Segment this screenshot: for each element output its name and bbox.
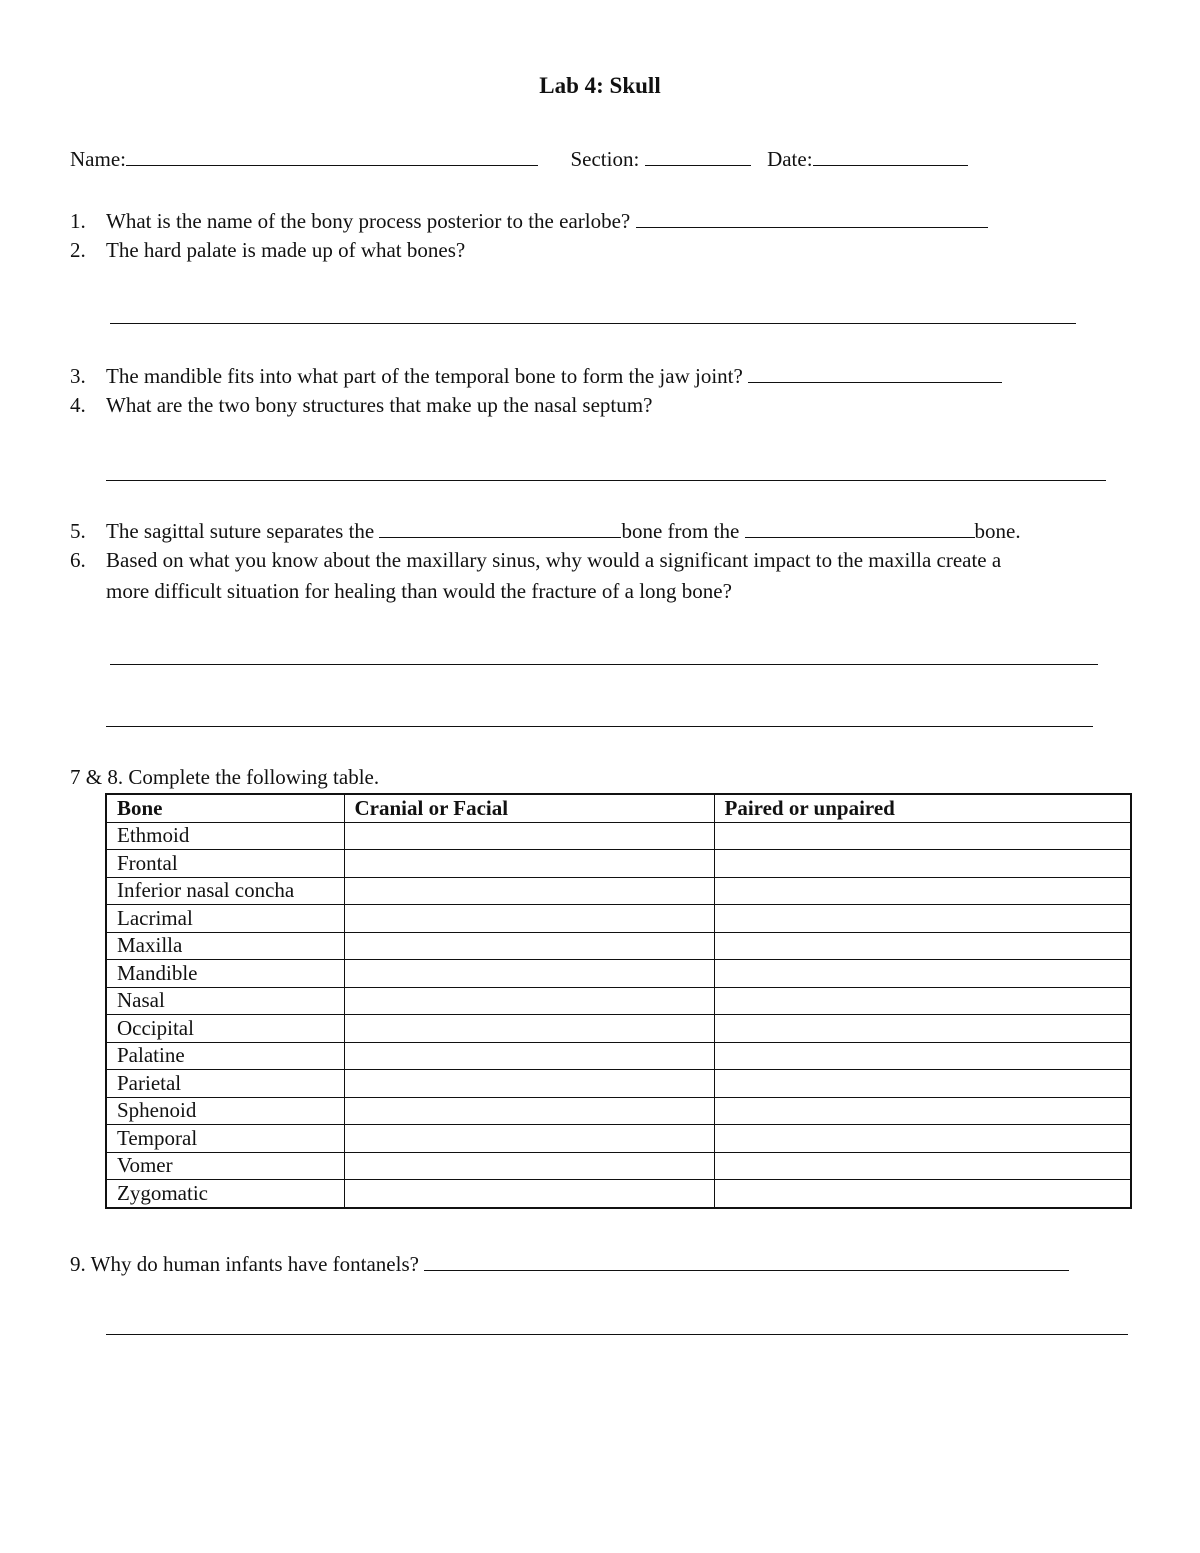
answer-line[interactable] — [748, 362, 1002, 383]
question-number: 3. — [70, 364, 86, 388]
cranial-facial-cell[interactable] — [344, 987, 714, 1015]
cranial-facial-cell[interactable] — [344, 850, 714, 878]
table-instruction: 7 & 8. Complete the following table. — [70, 765, 380, 789]
cranial-facial-cell[interactable] — [344, 1152, 714, 1180]
table-row — [106, 1042, 1131, 1070]
paired-unpaired-cell[interactable] — [714, 850, 1131, 878]
question-text: 9. Why do human infants have fontanels? — [70, 1252, 419, 1276]
paired-unpaired-cell[interactable] — [714, 822, 1131, 850]
cranial-facial-cell[interactable] — [344, 1097, 714, 1125]
question-3 — [70, 362, 1002, 389]
table-row — [106, 1152, 1131, 1180]
paired-unpaired-cell[interactable] — [714, 1152, 1131, 1180]
bone-name-cell: Lacrimal — [106, 905, 344, 933]
bone-name-cell: Ethmoid — [106, 822, 344, 850]
paired-unpaired-cell[interactable] — [714, 1097, 1131, 1125]
bone-name-cell: Temporal — [106, 1125, 344, 1153]
bone-name-cell: Frontal — [106, 850, 344, 878]
column-header: Bone — [106, 794, 344, 822]
question-text: Based on what you know about the maxillary sinus, why would a significant impact to the maxilla create a — [106, 548, 1002, 572]
bone-name-cell: Occipital — [106, 1015, 344, 1043]
question-6 — [70, 548, 1001, 573]
column-header: Paired or unpaired — [714, 794, 1131, 822]
section-field[interactable] — [645, 145, 751, 166]
name-field[interactable] — [126, 145, 538, 166]
question-text: The sagittal suture separates the — [106, 519, 375, 543]
name-label: Name: — [70, 147, 126, 171]
page-title: Lab 4: Skull — [539, 73, 661, 98]
cranial-facial-cell[interactable] — [344, 877, 714, 905]
table-row — [106, 1015, 1131, 1043]
paired-unpaired-cell[interactable] — [714, 877, 1131, 905]
cranial-facial-cell[interactable] — [344, 905, 714, 933]
cranial-facial-cell[interactable] — [344, 1070, 714, 1098]
bone-name-cell: Parietal — [106, 1070, 344, 1098]
paired-unpaired-cell[interactable] — [714, 987, 1131, 1015]
answer-line[interactable] — [106, 726, 1093, 727]
table-header-row — [106, 794, 1131, 822]
bone-name-cell: Mandible — [106, 960, 344, 988]
table-row — [106, 850, 1131, 878]
cranial-facial-cell[interactable] — [344, 1180, 714, 1208]
answer-line[interactable] — [424, 1250, 1069, 1271]
table-row — [106, 1097, 1131, 1125]
question-text: bone from the — [621, 519, 740, 543]
paired-unpaired-cell[interactable] — [714, 1180, 1131, 1208]
question-9 — [70, 1250, 1069, 1277]
paired-unpaired-cell[interactable] — [714, 1125, 1131, 1153]
question-text: What is the name of the bony process posterior to the earlobe? — [106, 209, 631, 233]
question-1 — [70, 207, 988, 234]
cranial-facial-cell[interactable] — [344, 932, 714, 960]
bone-name-cell: Sphenoid — [106, 1097, 344, 1125]
question-number: 6. — [70, 548, 86, 572]
date-field[interactable] — [813, 145, 968, 166]
cranial-facial-cell[interactable] — [344, 1042, 714, 1070]
question-text: The mandible fits into what part of the temporal bone to form the jaw joint? — [106, 364, 743, 388]
table-row — [106, 1070, 1131, 1098]
bone-name-cell: Palatine — [106, 1042, 344, 1070]
bone-name-cell: Zygomatic — [106, 1180, 344, 1208]
question-text: The hard palate is made up of what bones? — [106, 238, 466, 262]
cranial-facial-cell[interactable] — [344, 960, 714, 988]
paired-unpaired-cell[interactable] — [714, 905, 1131, 933]
question-number: 5. — [70, 519, 86, 543]
table-row — [106, 1180, 1131, 1208]
cranial-facial-cell[interactable] — [344, 1125, 714, 1153]
bone-name-cell: Maxilla — [106, 932, 344, 960]
question-number: 1. — [70, 209, 86, 233]
answer-line[interactable] — [110, 323, 1076, 324]
paired-unpaired-cell[interactable] — [714, 1015, 1131, 1043]
question-text: What are the two bony structures that make up the nasal septum? — [106, 393, 653, 417]
question-number: 4. — [70, 393, 86, 417]
answer-line[interactable] — [636, 207, 988, 228]
table-row — [106, 905, 1131, 933]
table-row — [106, 932, 1131, 960]
paired-unpaired-cell[interactable] — [714, 932, 1131, 960]
answer-line[interactable] — [745, 517, 975, 538]
table-row — [106, 1125, 1131, 1153]
question-number: 2. — [70, 238, 86, 262]
cranial-facial-cell[interactable] — [344, 822, 714, 850]
header-row — [70, 145, 968, 172]
bones-table — [105, 793, 1132, 1209]
paired-unpaired-cell[interactable] — [714, 960, 1131, 988]
paired-unpaired-cell[interactable] — [714, 1070, 1131, 1098]
answer-line[interactable] — [379, 517, 621, 538]
paired-unpaired-cell[interactable] — [714, 1042, 1131, 1070]
answer-line[interactable] — [110, 664, 1098, 665]
table-row — [106, 960, 1131, 988]
question-4 — [70, 393, 652, 418]
question-2 — [70, 238, 465, 263]
question-text: bone. — [974, 519, 1021, 543]
section-label: Section: — [570, 147, 640, 171]
answer-line[interactable] — [106, 480, 1106, 481]
column-header: Cranial or Facial — [344, 794, 714, 822]
bone-name-cell: Nasal — [106, 987, 344, 1015]
bone-name-cell: Inferior nasal concha — [106, 877, 344, 905]
table-row — [106, 822, 1131, 850]
bone-name-cell: Vomer — [106, 1152, 344, 1180]
question-5 — [70, 517, 1021, 544]
date-label: Date: — [767, 147, 813, 171]
table-row — [106, 987, 1131, 1015]
question-6-continued: more difficult situation for healing than would the fracture of a long bone? — [106, 579, 732, 603]
table-row — [106, 877, 1131, 905]
answer-line[interactable] — [106, 1334, 1128, 1335]
cranial-facial-cell[interactable] — [344, 1015, 714, 1043]
